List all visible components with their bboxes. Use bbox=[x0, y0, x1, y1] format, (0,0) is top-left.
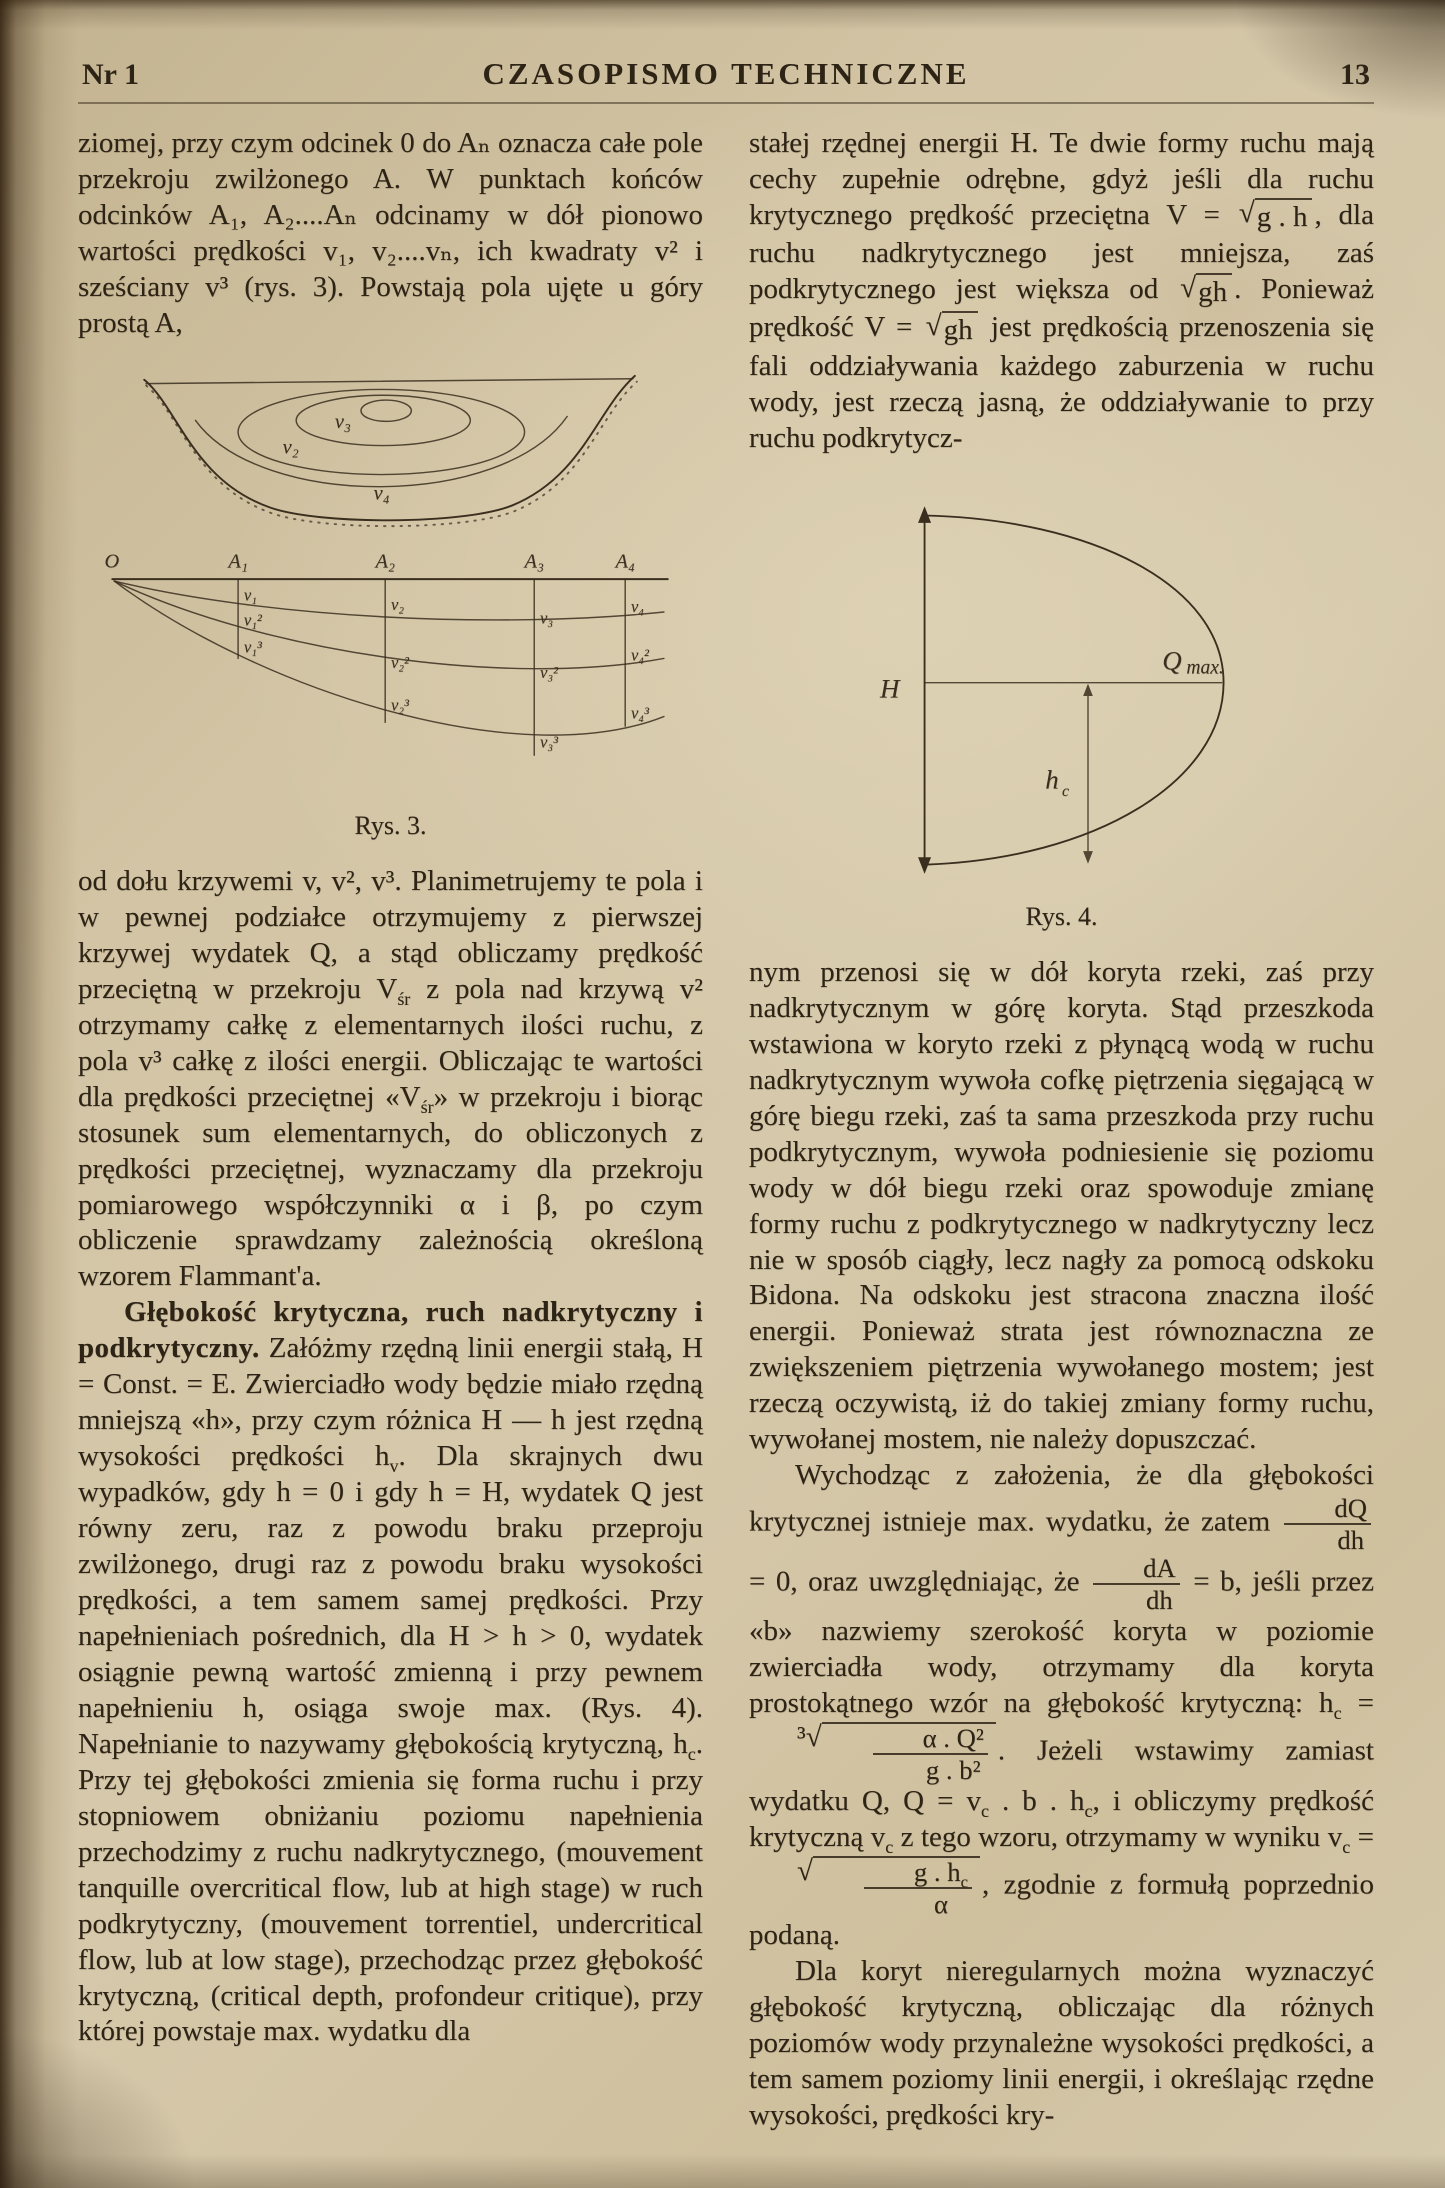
isotach-outer bbox=[238, 389, 524, 474]
label-v4cu: v₄³ bbox=[630, 703, 649, 723]
paragraph-critical-depth: Głębokość krytyczna, ruch nadkrytyczny i podkrytyczny. Załóżmy rzędną linii energii stałą, H = Const. = E. Zwierciadło wody będzie miało rzędną mniejszą «h», przy czym różnica H — h jest rzędną wysokości prędkości $h_v$. Dla skrajnych dwu wypadków, gdy h = 0 i gdy h = H, wydatek Q jest równy zeru, raz z powodu braku przeproju zwilżonego, drugi raz z powodu braku wysokości prędkości, a tem samem samej prędkości. Przy napełnieniach pośrednich, dla H > h > 0, wydatek osiągnie pewną wartość zmienną i przy pewnem napełnieniu h, osiąga swoje max. (Rys. 4). Napełnianie to nazywamy głębokością krytyczną, $h_c$. Przy tej głębokości zmienia się forma ruchu i przy stopniowem obniżaniu poziomu napełnienia przechodzimy z ruchu nadkrytycznego, (mouvement tanquille overcritical flow, lub at high stage) w ruch podkrytyczny, (mouvement torrentiel, undercritical flow, lub at low stage), przechodząc przez głębokość krytyczną, (critical depth, profondeur critique), przy której powstaje max. wydatku dla bbox=[78, 1296, 704, 2048]
paragraph-derivation: Wychodząc z założenia, że dla głębokości krytycznej istnieje max. wydatku, że zatem $\frac{dQ}{dh}$ = 0, oraz uwzględniając, że $\frac{dA}{dh}$ = b, jeśli przez «b» nazwiemy szerokość koryta w poziomie zwierciadła wody, otrzymamy dla koryta prostokątnego wzór na głębokość krytyczną: $h_c$ = ³√ $\frac{\text{α . Q²}}{\text{g . b²}}$ . Jeżeli wstawimy zamiast wydatku Q, $Q = v_c$ . b . $h_c$, i obliczymy prędkość krytyczną $v_c$ z tego wzoru, otrzymamy w wyniku $v_c$ = √ $\frac{g . h_c}{\alpha}$ , zgodnie z formułą poprzednio podaną. bbox=[749, 1459, 1374, 1952]
a3-label: A₃ bbox=[524, 550, 544, 573]
right-column bbox=[749, 126, 1374, 2134]
label-v2: v₂ bbox=[390, 594, 404, 614]
figure-rys3-drawing bbox=[91, 364, 691, 800]
label-hc: h bbox=[1044, 764, 1059, 795]
figure3-caption: Rys. 3. bbox=[354, 810, 427, 840]
label-v3sq: v₃² bbox=[539, 662, 558, 682]
left-column bbox=[78, 126, 703, 2134]
figure4-caption: Rys. 4. bbox=[1025, 901, 1098, 931]
paragraph-flow-forms: stałej rzędnej energii H. Te dwie formy ruchu mają cechy zupełnie odrębne, gdyż jeśli dla ruchu krytycznego prędkość przeciętna V = √ g . h , dla ruchu nadkrytycznego jest mniejsza, zaś podkrytycznego jest większa od √ gh . Ponieważ prędkość V = √ gh jest prędkością przenoszenia się fali oddziaływania każdego zaburzenia w ruchu wody, jest rzeczą jasną, że oddziaływanie to przy ruchu podkrytycz- bbox=[749, 127, 1374, 454]
label-v4sq: v₄² bbox=[630, 645, 649, 665]
journal-title: CZASOPISMO TECHNICZNE bbox=[482, 56, 970, 91]
label-qmax: Q bbox=[1161, 645, 1182, 676]
page-number: 13 bbox=[1340, 58, 1370, 91]
figure-rys4-drawing bbox=[802, 491, 1322, 891]
label-v2cu: v₂³ bbox=[390, 695, 409, 715]
isotach-label-v2: v₂ bbox=[282, 436, 299, 459]
velocity-fan-diagram bbox=[104, 550, 667, 755]
page-content bbox=[78, 56, 1374, 2134]
bank-hatching bbox=[146, 381, 637, 525]
paragraph-irregular-channels: Dla koryt nieregularnych można wyznaczyć głębokość krytyczną, obliczając dla różnych poziomów wody przynależne wysokości prędkości, a tem samem poziomy linii energii, i określając rzędne wysokości, prędkości kry- bbox=[749, 1955, 1374, 2131]
label-hc-sub: c bbox=[1061, 782, 1069, 800]
discharge-depth-diagram bbox=[879, 510, 1224, 870]
channel-cross-section bbox=[144, 376, 637, 526]
paragraph-hydraulic-jump: nym przenosi się w dół koryta rzeki, zaś przy nadkrytycznym w górę koryta. Stąd przeszkoda wstawiona w koryto rzeki z płynącą wodą w ruchu nadkrytycznym wywoła cofkę piętrzenia sięgającą w górę biegu rzeki, zaś ta sama przeszkoda przy ruchu podkrytycznym, wywoła podniesienie się poziomu wody w dół biegu rzeki oraz spowoduje zmianę formy ruchu z podkrytycznego w nadkrytyczny lecz nie w sposób ciągły, lecz nagły za pomocą odskoku Bidona. Na odskoku jest stracona znaczna ilość energii. Ponieważ strata jest równoznaczna ze zwiększeniem piętrzenia wywołanego mostem; jest rzeczą oczywistą, iż do takiej zmiany formy ruchu, wywołanej mostem, nie należy dopuszczać. bbox=[749, 955, 1374, 1456]
label-v1: v₁ bbox=[243, 585, 257, 605]
isotach-mid bbox=[296, 395, 470, 445]
curve-v2 bbox=[114, 581, 664, 669]
origin-label: O bbox=[104, 550, 119, 573]
label-v1cu: v₁³ bbox=[243, 637, 262, 657]
a4-label: A₄ bbox=[615, 550, 635, 573]
discharge-curve bbox=[924, 515, 1223, 864]
figure-rys3 bbox=[78, 364, 703, 842]
isotach-deep bbox=[195, 416, 567, 486]
water-surface-line bbox=[146, 378, 633, 383]
label-v2sq: v₂² bbox=[390, 652, 409, 672]
issue-label: Nr 1 bbox=[82, 58, 139, 91]
label-H: H bbox=[879, 673, 899, 704]
isotach-label-v3: v₃ bbox=[334, 410, 351, 433]
paragraph-continuation: ziomej, przy czym odcinek 0 do Aₙ oznacza całe pole przekroju zwilżonego A. W punktach końców odcinków A₁, A₂....Aₙ odcinamy w dół pionowo wartości prędkości v₁, v₂....vₙ, ich kwadraty v² i sześciany v³ (rys. 3). Powstają pola ujęte u góry prostą A, bbox=[78, 127, 703, 339]
label-qmax-sub: max. bbox=[1185, 657, 1224, 679]
label-v1sq: v₁² bbox=[243, 610, 262, 630]
label-v3: v₃ bbox=[539, 608, 553, 628]
a1-label: A₁ bbox=[227, 550, 248, 573]
figure-rys4 bbox=[749, 491, 1374, 933]
isotach-label-v4: v₄ bbox=[373, 482, 390, 505]
label-v4: v₄ bbox=[630, 596, 644, 616]
label-v3cu: v₃³ bbox=[539, 732, 558, 752]
a2-label: A₂ bbox=[375, 550, 395, 573]
paragraph-planimetry: od dołu krzywemi v, v², v³. Planimetrujemy te pola i w pewnej podziałce otrzymujemy z pierwszej krzywej wydatek Q, a stąd obliczamy prędkość przeciętną w przekroju $V_{śr}$ z pola nad krzywą v² otrzymamy całkę z elementarnych ilości ruchu, z pola v³ całkę z ilości energii. Obliczając te wartości dla prędkości przeciętnej «$V_{śr}$» w przekroju i biorąc stosunek sum elementarnych, do obliczonych z prędkości przeciętnej, wyznaczamy dla przekroju pomiarowego współczynniki α i β, po czym obliczenie sprawdzamy zależnością określoną wzorem Flammant'a. bbox=[78, 864, 703, 1293]
isotach-core bbox=[361, 400, 411, 421]
text-columns bbox=[78, 126, 1374, 2134]
page-header bbox=[78, 56, 1374, 104]
